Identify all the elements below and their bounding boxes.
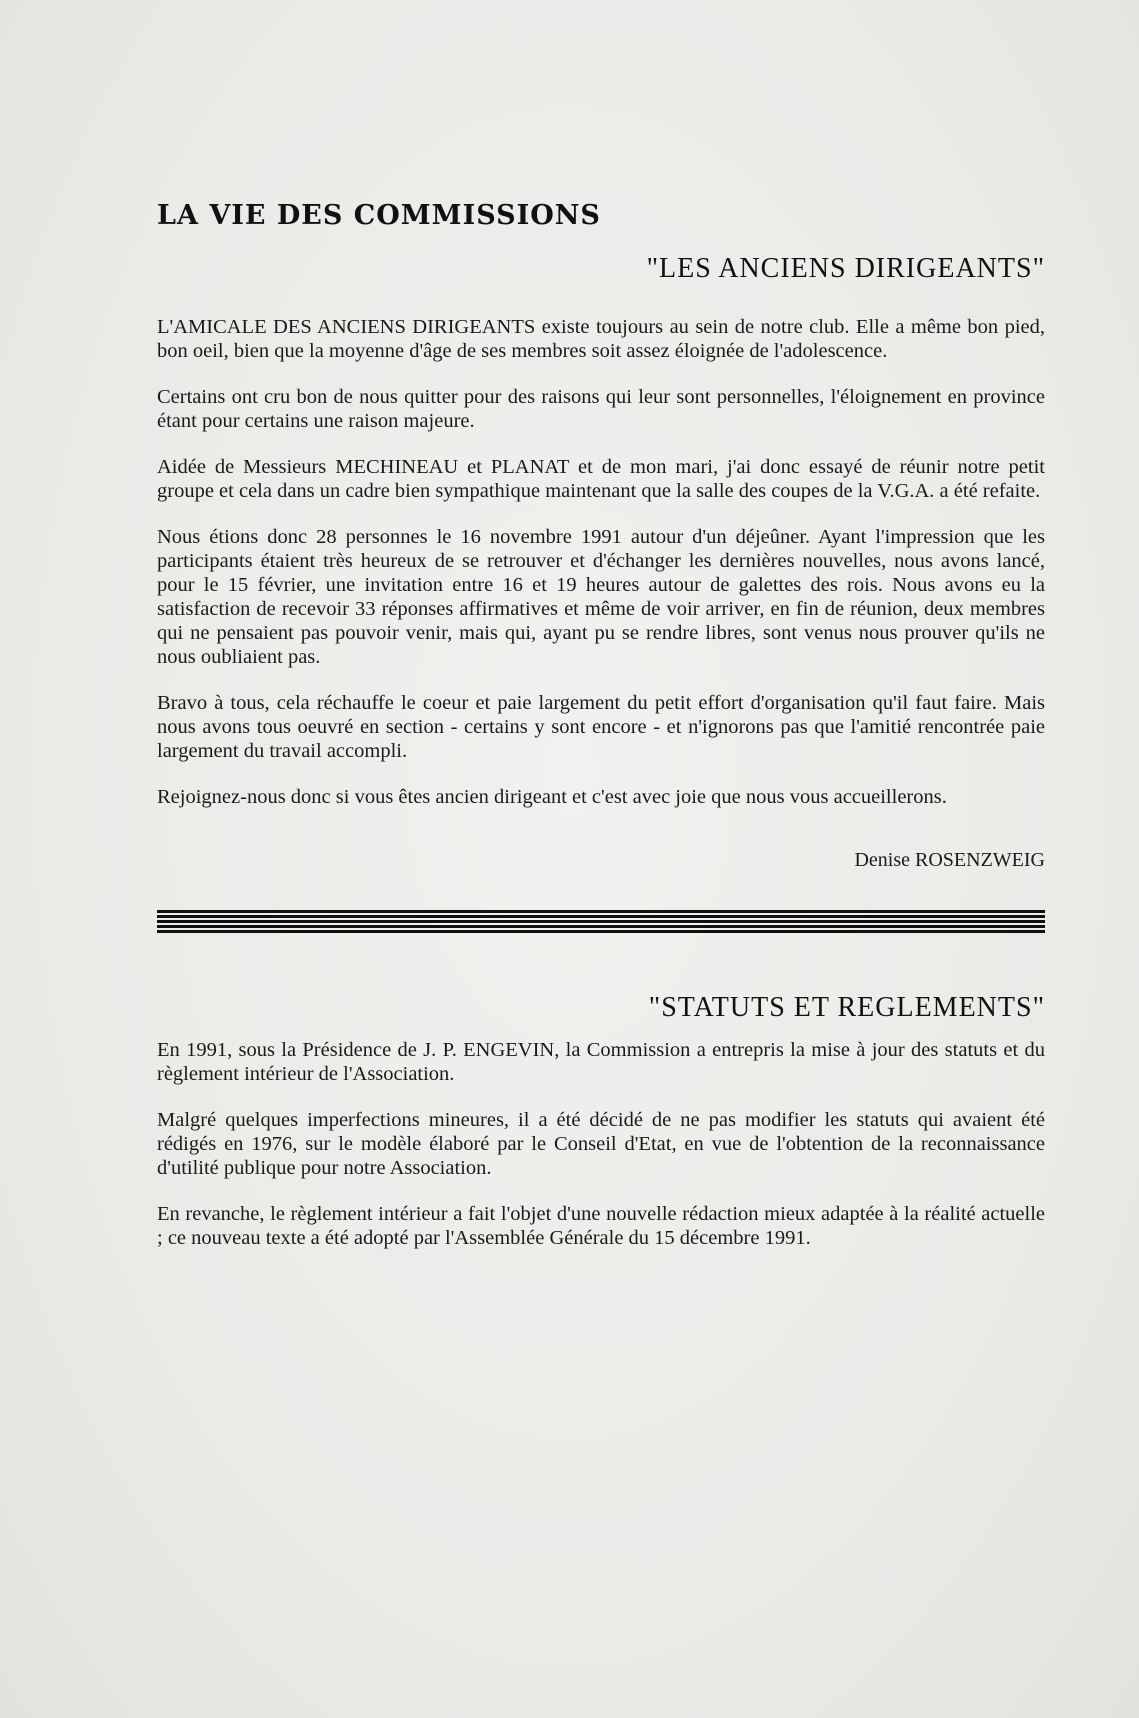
author-signature: Denise ROSENZWEIG [854, 849, 1045, 871]
paragraph: Bravo à tous, cela réchauffe le coeur et paie largement du petit effort d'organisation qu'il faut faire. Mais nous avons tous oeuvré en section - certains y sont encore - et n'ignorons pas que l'amitié rencontrée paie largement du travail accompli. [157, 692, 1045, 762]
article-column [157, 200, 1045, 1272]
paragraph: Nous étions donc 28 personnes le 16 novembre 1991 autour d'un déjeûner. Ayant l'impression que les participants étaient très heureux de se retrouver et d'échanger les dernières nouvelles, nous avons lancé, pour le 15 février, une invitation entre 16 et 19 heures autour de galettes des rois. Nous avons eu la satisfaction de recevoir 33 réponses affirmatives et même de voir arriver, en fin de réunion, deux membres qui ne pensaient pas pouvoir venir, mais qui, ayant pu se rendre libres, sont venus nous prouver qu'ils ne nous oubliaient pas. [157, 526, 1045, 668]
section-title-anciens-dirigeants: "LES ANCIENS DIRIGEANTS" [646, 253, 1045, 284]
page-heading: LA VIE DES COMMISSIONS [157, 200, 601, 231]
paragraph: L'AMICALE DES ANCIENS DIRIGEANTS existe toujours au sein de notre club. Elle a même bon pied, bon oeil, bien que la moyenne d'âge de ses membres soit assez éloignée de l'adolescence. [157, 316, 1045, 362]
section-divider [157, 910, 1045, 934]
section-title-statuts-reglements: "STATUTS ET REGLEMENTS" [648, 992, 1045, 1023]
paragraph: Malgré quelques imperfections mineures, il a été décidé de ne pas modifier les statuts qui avaient été rédigés en 1976, sur le modèle élaboré par le Conseil d'Etat, en vue de l'obtention de la reconnaissance d'utilité publique pour notre Association. [157, 1109, 1045, 1179]
paragraph: Aidée de Messieurs MECHINEAU et PLANAT et de mon mari, j'ai donc essayé de réunir notre petit groupe et cela dans un cadre bien sympathique maintenant que la salle des coupes de la V.G.A. a été refaite. [157, 456, 1045, 502]
paragraph: Certains ont cru bon de nous quitter pour des raisons qui leur sont personnelles, l'éloignement en province étant pour certains une raison majeure. [157, 386, 1045, 432]
paragraph: Rejoignez-nous donc si vous êtes ancien dirigeant et c'est avec joie que nous vous accueillerons. [157, 786, 947, 808]
paragraph: En revanche, le règlement intérieur a fait l'objet d'une nouvelle rédaction mieux adaptée à la réalité actuelle ; ce nouveau texte a été adopté par l'Assemblée Générale du 15 décembre 1991. [157, 1203, 1045, 1249]
paragraph: En 1991, sous la Présidence de J. P. ENGEVIN, la Commission a entrepris la mise à jour des statuts et du règlement intérieur de l'Association. [157, 1039, 1045, 1085]
